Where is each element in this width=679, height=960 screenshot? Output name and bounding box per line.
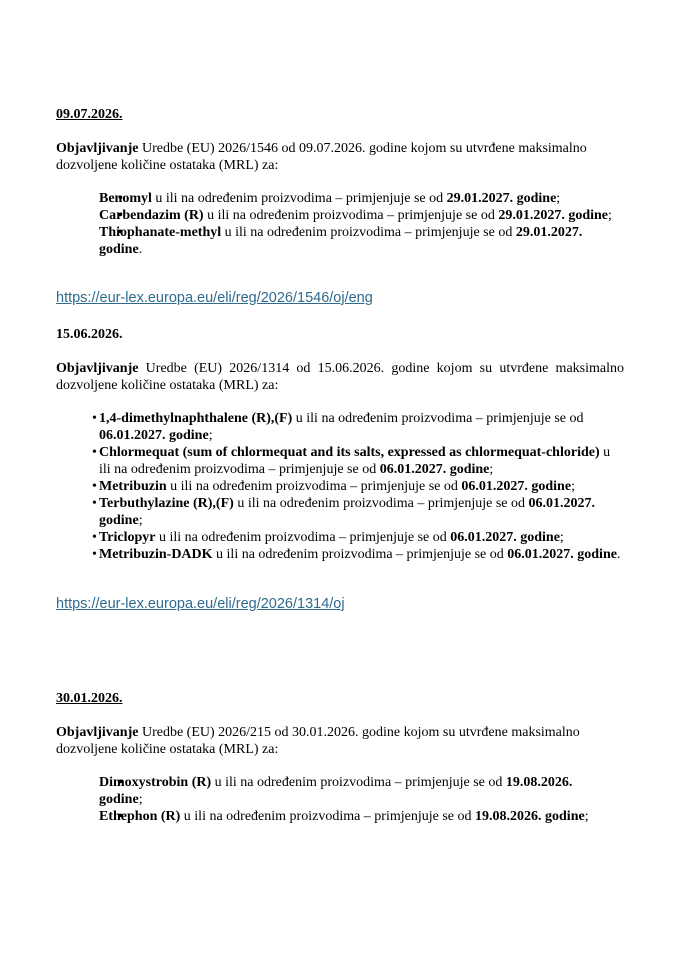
item-text: u ili na određenim proizvodima – primjenjuje se od <box>212 547 508 562</box>
substance-name: 1,4-dimethylnaphthalene (R),(F) <box>99 411 293 426</box>
apply-date: 29.01.2027. godine <box>446 191 557 206</box>
list-item <box>56 224 626 258</box>
item-end: ; <box>138 513 143 528</box>
substance-name: Metribuzin <box>99 479 167 494</box>
entry-intro <box>56 140 616 174</box>
substance-name: Terbuthylazine (R),(F) <box>99 496 234 511</box>
apply-date: 06.01.2027. godine <box>507 547 617 562</box>
list-item <box>72 495 624 529</box>
item-text: u ili na određenim proizvodima – primjenjuje se od <box>221 225 516 240</box>
substance-name: Chlormequat (sum of chlormequat and its salts, expressed as chlormequat-chloride) <box>99 445 600 460</box>
list-item <box>56 774 616 808</box>
intro-lead: Objavljivanje <box>56 361 139 376</box>
regulation-link[interactable]: https://eur-lex.europa.eu/eli/reg/2026/1546/oj/eng <box>56 290 373 306</box>
item-text: u ili na određenim proizvodima – primjenjuje se od <box>211 775 506 790</box>
item-end: . <box>616 547 621 562</box>
regulation-link[interactable]: https://eur-lex.europa.eu/eli/reg/2026/1314/oj <box>56 596 345 612</box>
substance-name: Thiophanate-methyl <box>99 225 222 240</box>
substance-name: Benomyl <box>99 191 152 206</box>
intro-text: Uredbe (EU) 2026/215 od 30.01.2026. godine kojom su utvrđene maksimalno dozvoljene količine ostataka (MRL) za: <box>56 725 580 757</box>
item-text: u ili na određenim proizvodima – primjenjuje se od <box>166 479 462 494</box>
intro-text: Uredbe (EU) 2026/1546 od 09.07.2026. godine kojom su utvrđene maksimalno dozvoljene količine ostataka (MRL) za: <box>56 141 587 173</box>
intro-lead: Objavljivanje <box>56 141 139 156</box>
item-text: u ili na određenim proizvodima – primjenjuje se od <box>203 208 499 223</box>
item-text: u ili na određenim proizvodima – primjenjuje se od <box>99 445 611 477</box>
apply-date: 19.08.2026. godine <box>99 775 573 807</box>
substance-name: Triclopyr <box>99 530 156 545</box>
substance-list <box>56 190 626 258</box>
apply-date: 06.01.2027. godine <box>379 462 490 477</box>
apply-date: 06.01.2027. godine <box>461 479 572 494</box>
item-end: ; <box>138 792 143 807</box>
list-item <box>72 529 624 546</box>
intro-text: Uredbe (EU) 2026/1314 od 15.06.2026. godine kojom su utvrđene maksimalno dozvoljene količine ostataka (MRL) za: <box>56 361 624 393</box>
apply-date: 29.01.2027. godine <box>99 225 583 257</box>
entry-date: 09.07.2026. <box>56 107 123 122</box>
substance-list <box>56 774 616 825</box>
item-end: ; <box>584 809 589 824</box>
entry-intro <box>56 360 624 394</box>
entry-date: 15.06.2026. <box>56 327 123 342</box>
list-item <box>72 410 624 444</box>
apply-date: 06.01.2027. godine <box>99 496 596 528</box>
entry-date: 30.01.2026. <box>56 691 123 706</box>
substance-name: Metribuzin-DADK <box>99 547 213 562</box>
item-text: u ili na određenim proizvodima – primjenjuje se od <box>151 191 447 206</box>
list-item <box>56 207 626 224</box>
apply-date: 19.08.2026. godine <box>475 809 585 824</box>
item-end: ; <box>571 479 575 494</box>
substance-name: Ethephon (R) <box>99 809 181 824</box>
item-text: u ili na određenim proizvodima – primjenjuje se od <box>292 411 584 426</box>
apply-date: 06.01.2027. godine <box>450 530 560 545</box>
apply-date: 29.01.2027. godine <box>498 208 609 223</box>
item-end: . <box>138 242 143 257</box>
list-item <box>56 190 626 207</box>
item-end: ; <box>489 462 494 477</box>
item-end: ; <box>559 530 564 545</box>
substance-list <box>72 410 624 563</box>
item-end: ; <box>208 428 213 443</box>
list-item <box>72 444 624 478</box>
item-text: u ili na određenim proizvodima – primjenjuje se od <box>155 530 451 545</box>
substance-name: Carbendazim (R) <box>99 208 204 223</box>
item-end: ; <box>608 208 612 223</box>
list-item <box>56 808 616 825</box>
substance-name: Dimoxystrobin (R) <box>99 775 212 790</box>
item-end: ; <box>556 191 561 206</box>
item-text: u ili na određenim proizvodima – primjenjuje se od <box>233 496 529 511</box>
intro-lead: Objavljivanje <box>56 725 139 740</box>
apply-date: 06.01.2027. godine <box>99 428 209 443</box>
list-item <box>72 546 624 563</box>
entry-intro <box>56 724 616 758</box>
item-text: u ili na određenim proizvodima – primjenjuje se od <box>180 809 476 824</box>
list-item <box>72 478 624 495</box>
